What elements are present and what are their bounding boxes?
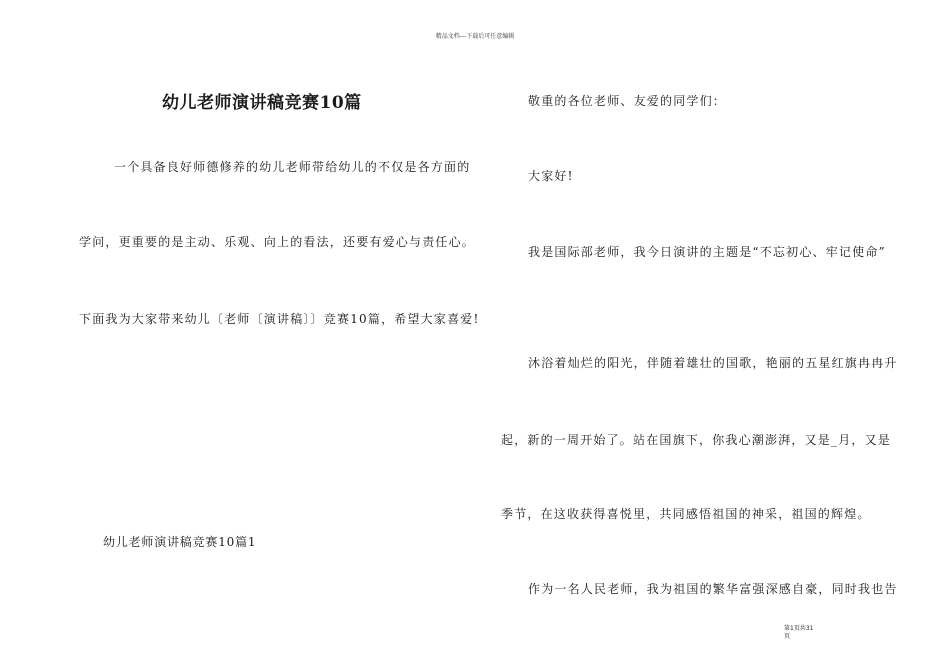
page-number-line-1: 第1页共31 xyxy=(784,625,814,632)
document-title: 幼儿老师演讲稿竞赛10篇 xyxy=(162,93,362,113)
right-line-3: 我是国际部老师，我今日演讲的主题是“不忘初心、牢记使命” xyxy=(528,245,886,259)
section-heading: 幼儿老师演讲稿竞赛10篇1 xyxy=(103,535,257,549)
right-line-2: 大家好! xyxy=(528,169,574,183)
right-line-1: 敬重的各位老师、友爱的同学们： xyxy=(528,94,727,108)
intro-line-2: 学问，更重要的是主动、乐观、向上的看法，还要有爱心与责任心。 xyxy=(79,235,476,249)
intro-line-3: 下面我为大家带来幼儿〔老师〔演讲稿〕〕竞赛10篇，希望大家喜爱! xyxy=(79,312,480,326)
right-line-6: 季节，在这收获得喜悦里，共同感悟祖国的神采，祖国的辉煌。 xyxy=(501,507,871,521)
right-line-5: 起，新的一周开始了。站在国旗下，你我心潮澎湃，又是_月，又是 xyxy=(501,433,892,447)
intro-line-1: 一个具备良好师德修养的幼儿老师带给幼儿的不仅是各方面的 xyxy=(114,160,471,174)
header-note: 精品文档---下载后可任意编辑 xyxy=(435,33,515,40)
right-line-4: 沐浴着灿烂的阳光，伴随着雄壮的国歌，艳丽的五星红旗冉冉升 xyxy=(528,356,898,370)
page-number xyxy=(784,625,828,641)
page-number-line-2: 页 xyxy=(784,633,791,640)
right-line-7: 作为一名人民老师，我为祖国的繁华富强深感自豪，同时我也告 xyxy=(528,582,898,596)
